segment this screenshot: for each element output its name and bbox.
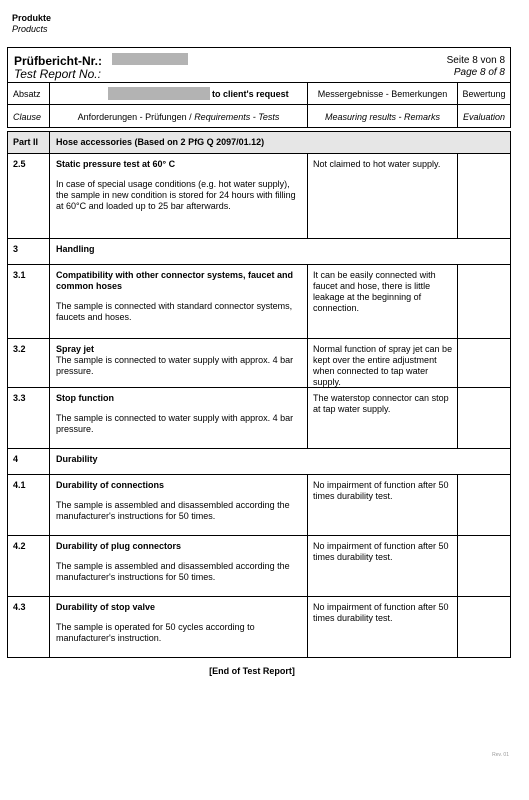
table-row [8, 339, 510, 388]
table-row [8, 475, 510, 536]
row-body: The sample is assembled and disassembled according the manufacturer's instructions for 50 times. [56, 561, 290, 582]
test-results-table [7, 131, 511, 658]
part-header-row [8, 132, 510, 154]
rating-header-en: Evaluation [462, 112, 506, 122]
row-clause: 4 [8, 449, 50, 474]
row-title: Stop function [56, 393, 114, 403]
row-requirement [50, 339, 308, 387]
category-en: Products [12, 24, 48, 34]
report-number-label-en: Test Report No.: [14, 67, 101, 81]
row-body: The sample is connected with standard connector systems, faucets and hoses. [56, 301, 293, 322]
table-row [8, 388, 510, 449]
row-result: The waterstop connector can stop at tap water supply. [308, 388, 458, 448]
row-clause: 4.1 [8, 475, 50, 535]
row-body: In case of special usage conditions (e.g. hot water supply), the sample in new condition is stored for 24 hours with filling at 60°C and loaded up to 25 bar afterwards. [56, 179, 296, 211]
row-result: No impairment of function after 50 times durability test. [308, 597, 458, 657]
row-clause: 3.1 [8, 265, 50, 338]
results-header-de: Messergebnisse - Bemerkungen [317, 89, 448, 99]
row-title: Static pressure test at 60° C [56, 159, 176, 169]
column-headers [8, 83, 510, 127]
row-result: No impairment of function after 50 times durability test. [308, 536, 458, 596]
row-rating [458, 475, 510, 535]
row-title: Compatibility with other connector systems, faucet and common hoses [56, 270, 294, 291]
row-title: Durability of plug connectors [56, 541, 182, 551]
row-rating [458, 536, 510, 596]
requirements-header [50, 112, 307, 122]
row-clause: 3.3 [8, 388, 50, 448]
requirements-header-de: Anforderungen - Prüfungen / [77, 112, 195, 122]
row-requirement [50, 154, 308, 238]
report-header [7, 47, 511, 128]
rating-column-header [458, 83, 510, 127]
row-requirement [50, 536, 308, 596]
section-row [8, 239, 510, 265]
client-request-label: to client's request [212, 89, 289, 99]
row-requirement [50, 597, 308, 657]
report-number-label-de: Prüfbericht-Nr.: [14, 54, 103, 68]
page-number-de: Seite 8 von 8 [446, 55, 505, 66]
row-rating [458, 388, 510, 448]
row-result: Normal function of spray jet can be kept over the entire adjustment when connected to tap water supply. [308, 339, 458, 387]
clause-header-de: Absatz [13, 89, 41, 99]
clause-column-header [8, 83, 50, 127]
category-label [12, 13, 51, 35]
row-rating [458, 265, 510, 338]
row-clause: 2.5 [8, 154, 50, 238]
results-column-header [308, 83, 458, 127]
row-requirement [50, 388, 308, 448]
row-rating [458, 154, 510, 238]
table-row [8, 536, 510, 597]
row-title: Spray jet [56, 344, 95, 354]
table-row [8, 265, 510, 339]
section-title: Durability [56, 454, 98, 464]
section-row [8, 449, 510, 475]
row-clause: 3.2 [8, 339, 50, 387]
row-clause: Part II [8, 132, 50, 153]
report-number-row [8, 48, 510, 83]
row-title: Durability of stop valve [56, 602, 156, 612]
row-rating [458, 597, 510, 657]
clause-header-en: Clause [13, 112, 42, 122]
row-result: It can be easily connected with faucet and hose, there is little leakage at the beginning of connection. [308, 265, 458, 338]
end-of-report: [End of Test Report] [209, 666, 295, 676]
row-body: The sample is operated for 50 cycles according to manufacturer's instruction. [56, 622, 255, 643]
page-number-en: Page 8 of 8 [453, 67, 505, 78]
row-body: The sample is connected to water supply with approx. 4 bar pressure. [56, 355, 294, 376]
requirements-header-en: Requirements - Tests [194, 112, 280, 122]
row-result: Not claimed to hot water supply. [308, 154, 458, 238]
requirements-column-header [50, 83, 308, 127]
row-clause: 3 [8, 239, 50, 264]
table-row [8, 154, 510, 239]
part-title: Hose accessories (Based on 2 PfG Q 2097/01.12) [56, 137, 265, 147]
row-rating [458, 339, 510, 387]
row-requirement [50, 265, 308, 338]
row-body: The sample is connected to water supply with approx. 4 bar pressure. [56, 413, 294, 434]
category-de: Produkte [12, 13, 52, 23]
row-clause: 4.2 [8, 536, 50, 596]
row-clause: 4.3 [8, 597, 50, 657]
revision-label: Rev. 01 [492, 752, 509, 758]
rating-header-de: Bewertung [462, 89, 506, 99]
results-header-en: Measuring results - Remarks [324, 112, 441, 122]
table-row [8, 597, 510, 657]
redacted-client-name [108, 87, 210, 100]
row-title: Durability of connections [56, 480, 165, 490]
row-requirement [50, 475, 308, 535]
redacted-report-number [112, 53, 188, 65]
row-body: The sample is assembled and disassembled according the manufacturer's instructions for 50 times. [56, 500, 290, 521]
section-title: Handling [56, 244, 95, 254]
row-result: No impairment of function after 50 times durability test. [308, 475, 458, 535]
